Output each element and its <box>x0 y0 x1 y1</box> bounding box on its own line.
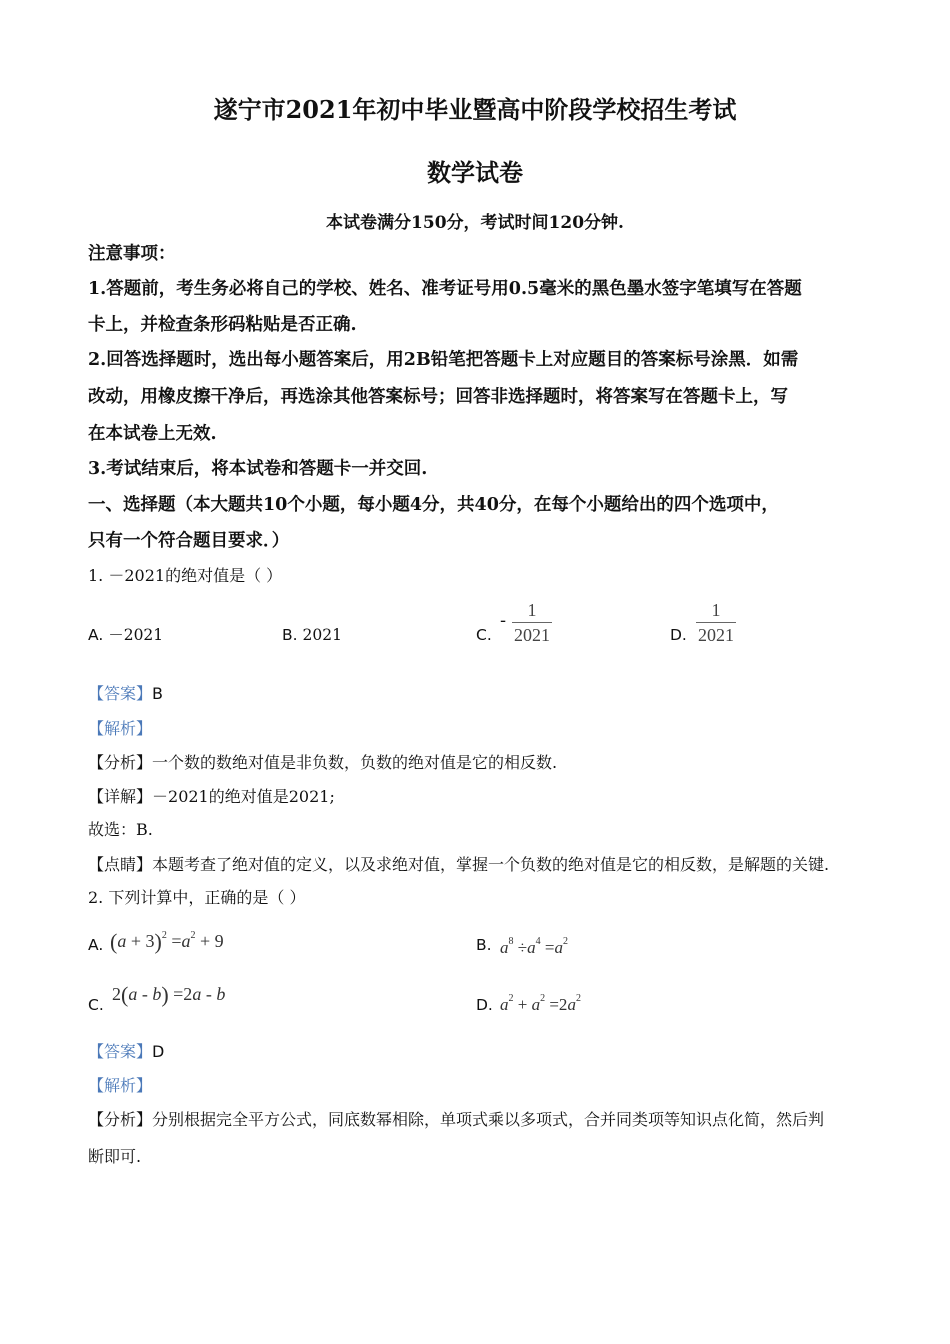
q2-option-c-formula: 2(a - b) =2a - b <box>112 982 226 1007</box>
q2-fenxi-tag: 【分析】 <box>88 1110 153 1129</box>
section-heading-line-2: 只有一个符合题目要求．） <box>88 531 290 551</box>
q2-option-d-formula: $a^2 + a^2 =2a^2$ <box>500 993 581 1014</box>
fraction-bar <box>696 622 736 623</box>
q2-option-d-label: D. <box>476 996 493 1014</box>
exam-info: 本试卷满分150分，考试时间120分钟. <box>326 213 624 233</box>
exam-title: 遂宁市2021年初中毕业暨高中阶段学校招生考试 <box>213 95 737 124</box>
q1-option-d-label: D. <box>670 626 687 644</box>
q1-dianjing-tag: 【点睛】 <box>88 855 153 874</box>
section-heading-line-1: 一、选择题（本大题共10个小题，每小题4分，共40分，在每个小题给出的四个选项中， <box>88 495 779 515</box>
q1-option-c-numerator: 1 <box>527 600 537 620</box>
notes-line-6: 3.考试结束后，将本试卷和答题卡一并交回. <box>88 459 428 479</box>
q1-option-c-label: C. <box>476 626 492 644</box>
q2-analysis-tag: 【解析】 <box>88 1076 153 1095</box>
q1-option-b-label: B. <box>282 626 298 644</box>
q2-answer <box>88 1042 868 1062</box>
q1-answer <box>88 684 868 704</box>
notes-line-2: 卡上，并检查条形码粘贴是否正确. <box>88 315 357 335</box>
q1-option-d-fraction <box>696 599 736 646</box>
q1-xiangjie-text: －2021的绝对值是2021; <box>152 787 335 806</box>
q2-fenxi-text-1: 分别根据完全平方公式，同底数幂相除，单项式乘以多项式，合并同类项等知识点化简，然后判 <box>152 1110 825 1129</box>
q1-answer-value: B <box>152 684 163 703</box>
notes-line-1: 1.答题前，考生务必将自己的学校、姓名、准考证号用0.5毫米的黑色墨水签字笔填写在答题 <box>88 279 802 299</box>
fraction-bar <box>512 622 552 623</box>
q1-option-a-value: －2021 <box>108 626 164 644</box>
q1-option-c-sign: - <box>500 610 507 631</box>
q1-option-d-denominator: 2021 <box>698 625 734 645</box>
q1-analysis-tag: 【解析】 <box>88 719 153 738</box>
notes-heading: 注意事项： <box>88 244 176 264</box>
notes-line-4: 改动，用橡皮擦干净后，再选涂其他答案标号；回答非选择题时，将答案写在答题卡上，写 <box>88 387 788 407</box>
q1-fenxi-tag: 【分析】 <box>88 753 153 772</box>
notes-line-5: 在本试卷上无效. <box>88 424 217 444</box>
q1-fenxi-text: 一个数的数绝对值是非负数，负数的绝对值是它的相反数. <box>152 753 558 772</box>
q1-option-d-numerator: 1 <box>711 600 721 620</box>
notes-line-3: 2.回答选择题时，选出每小题答案后，用2B铅笔把答题卡上对应题目的答案标号涂黑．如需 <box>88 350 799 370</box>
q1-choice: 故选：B. <box>88 820 153 839</box>
q1-option-b <box>282 625 342 645</box>
q1-option-a-label: A. <box>88 626 104 644</box>
q2-answer-value: D <box>152 1042 165 1061</box>
q2-fenxi <box>88 1110 868 1130</box>
q1-dianjing <box>88 855 868 875</box>
q2-option-a-label: A. <box>88 936 104 954</box>
q1-stem: 1. －2021的绝对值是（ ） <box>88 566 283 585</box>
q2-fenxi-text-2: 断即可. <box>88 1147 142 1166</box>
exam-subtitle: 数学试卷 <box>427 158 523 187</box>
q1-option-c-fraction <box>512 599 552 646</box>
q1-xiangjie-tag: 【详解】 <box>88 787 153 806</box>
q2-option-b-formula: $a^8 \div a^4 =a^2$ <box>500 936 568 957</box>
q1-option-a <box>88 625 163 645</box>
q1-option-b-value: 2021 <box>302 626 342 644</box>
q2-option-c-label: C. <box>88 996 104 1014</box>
q2-answer-tag: 【答案】 <box>88 1042 153 1061</box>
q2-stem: 2. 下列计算中，正确的是（ ） <box>88 888 306 907</box>
q1-answer-tag: 【答案】 <box>88 684 153 703</box>
q1-fenxi <box>88 753 868 773</box>
q2-option-b-label: B. <box>476 936 492 954</box>
q1-option-c-denominator: 2021 <box>514 625 550 645</box>
q1-dianjing-text: 本题考查了绝对值的定义，以及求绝对值，掌握一个负数的绝对值是它的相反数，是解题的关键. <box>152 855 830 874</box>
q1-xiangjie <box>88 787 868 807</box>
q2-option-a-formula: $(a + 3)^2 =a^2 + 9$ <box>110 929 224 954</box>
